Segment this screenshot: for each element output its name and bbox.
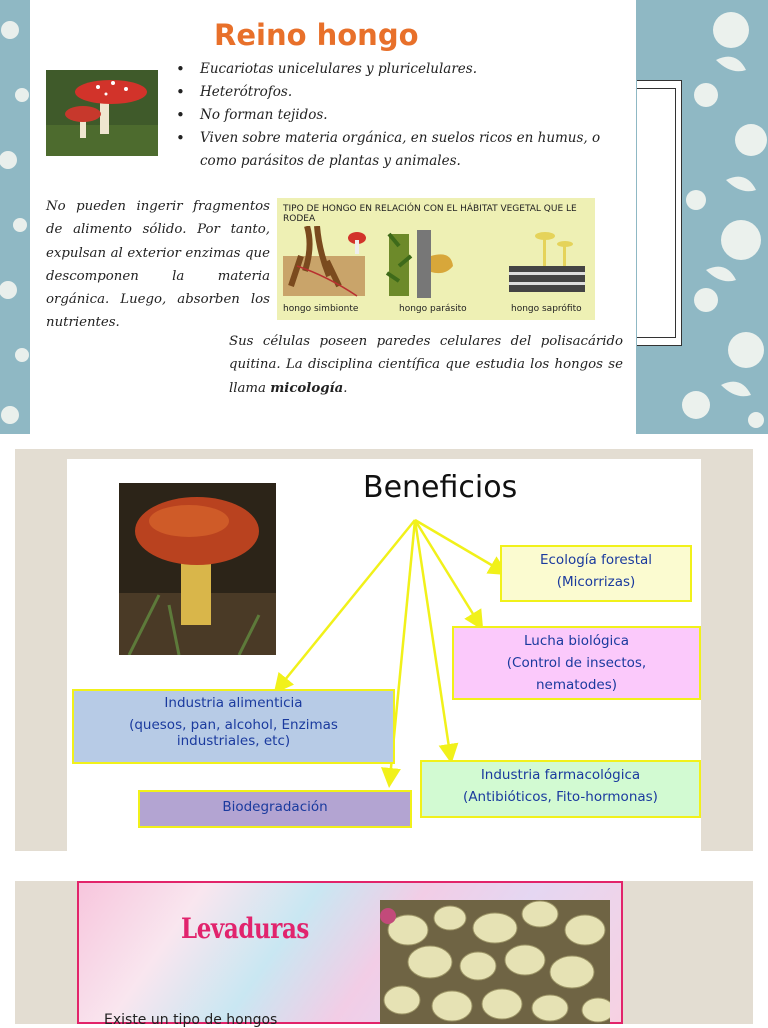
box-label: Biodegradación [222, 799, 328, 815]
slide-title: Beneficios [363, 470, 518, 505]
box-detail: (Antibióticos, Fito-hormonas) [463, 789, 658, 805]
micologia-term: micología [270, 380, 344, 396]
box-industria-alimenticia [72, 689, 395, 764]
slide-title: Reino hongo [214, 18, 419, 52]
box-biodegradacion [138, 790, 412, 828]
yeast-micrograph [380, 900, 610, 1024]
figure-label-saprofito: hongo saprófito [511, 304, 582, 314]
bullet-item: • Eucariotas unicelulares y pluricelulares. [174, 58, 614, 81]
slide-title: Levaduras [181, 912, 309, 945]
bullet-item: • No forman tejidos. [174, 104, 614, 127]
box-label: Ecología forestal [539, 552, 653, 568]
levaduras-text: Existe un tipo de hongos [104, 1012, 278, 1028]
sentence-end: . [343, 380, 348, 396]
box-label: Industria alimenticia [164, 695, 303, 711]
box-detail: nematodes) [535, 677, 617, 693]
quitina-sentence: Sus células poseen paredes celulares del polisacárido quitina. [229, 334, 623, 373]
micologia-sentence: La disciplina científica que estudia los hongos se llama [229, 357, 623, 396]
box-ecologia-forestal [500, 545, 692, 602]
box-label: Industria farmacológica [480, 767, 641, 783]
box-detail: (quesos, pan, alcohol, Enzimas [129, 717, 338, 733]
figure-label-simbionte: hongo simbionte [283, 304, 359, 314]
figure-label-parasito: hongo parásito [399, 304, 467, 314]
figure-caption: TIPO DE HONGO EN RELACIÓN CON EL HÁBITAT VEGETAL QUE LE RODEA [283, 204, 577, 224]
box-detail: industriales, etc) [176, 733, 291, 749]
box-detail: (Control de insectos, [506, 655, 647, 671]
box-detail: (Micorrizas) [556, 574, 636, 590]
bullet-item: • Viven sobre materia orgánica, en suelos ricos en humus, o como parásitos de plantas y animales. [174, 127, 614, 173]
box-industria-farmacologica [420, 760, 701, 818]
paragraph-nutrition: No pueden ingerir fragmentos de alimento sólido. Por tanto, expulsan al exterior enzimas que descomponen la materia orgánica. Luego, absorben los nutrientes. [46, 199, 270, 331]
bullet-item: • Heterótrofos. [174, 81, 614, 104]
box-label: Lucha biológica [524, 633, 629, 649]
box-lucha-biologica [452, 626, 701, 700]
